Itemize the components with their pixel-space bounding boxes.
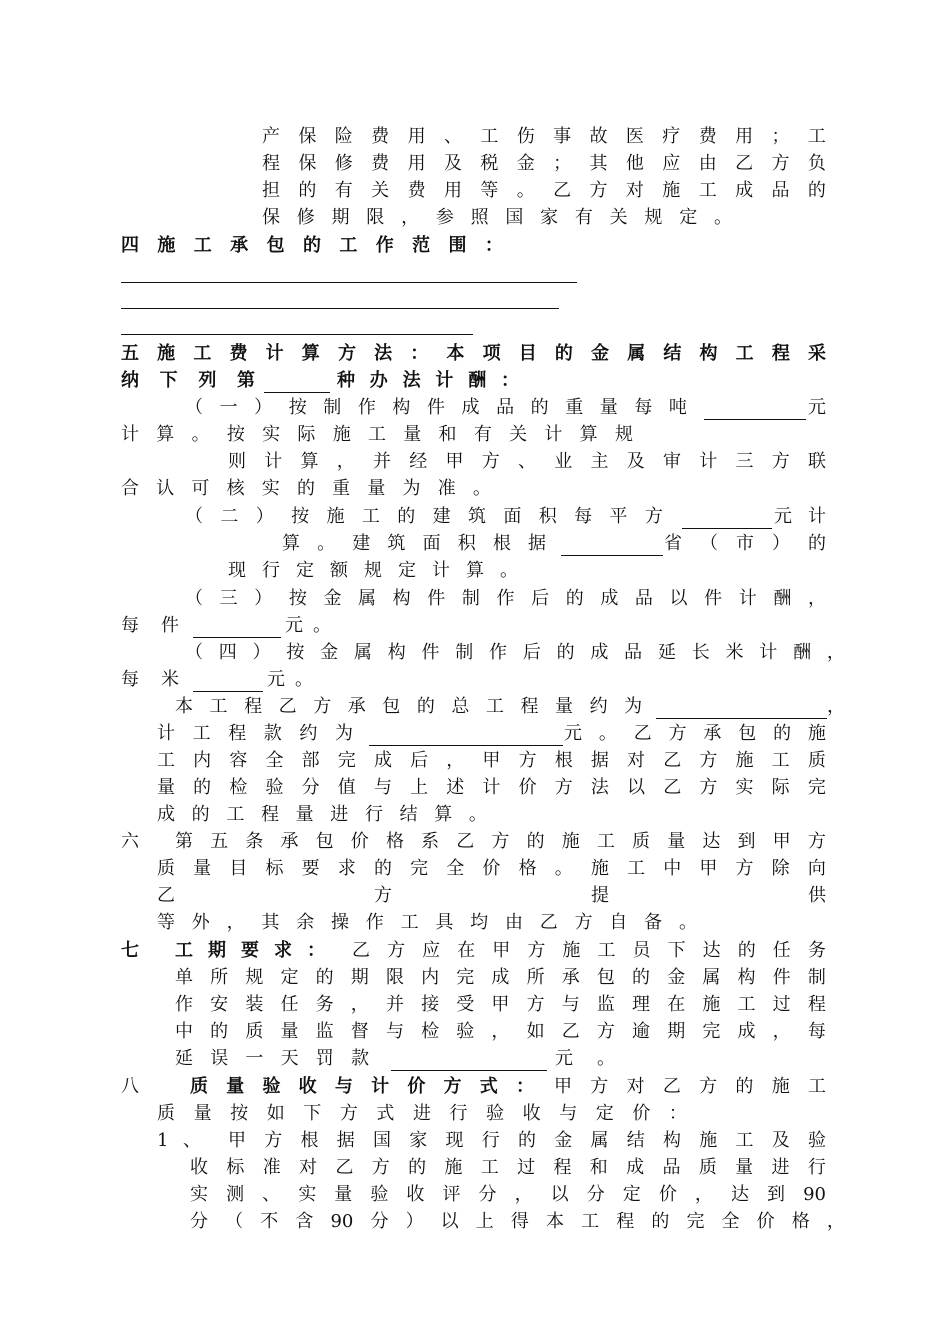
text-line: （ 三 ） 按 金 属 构 件 制 作 后 的 成 品 以 件 计 酬 ， — [185, 588, 826, 609]
text-segment: （ 二 ） 按 施 工 的 建 筑 面 积 每 平 方 — [185, 506, 663, 527]
text-segment: ， — [827, 696, 845, 717]
fill-in-blank — [193, 617, 281, 638]
text-line: 成 的 工 程 量 进 行 结 算 。 — [157, 804, 487, 825]
text-line: 现 行 定 额 规 定 计 算 。 — [228, 560, 518, 581]
text-segment: （ 一 ） 按 制 作 构 件 成 品 的 重 量 每 吨 — [185, 397, 687, 418]
text-segment: 延 误 一 天 罚 款 — [175, 1048, 369, 1069]
text-line: 质 量 目 标 要 求 的 完 全 价 格 。 施 工 中 甲 方 除 向 — [157, 858, 826, 879]
fill-in-blank — [264, 372, 330, 393]
text-line: 分 （ 不 含 90 分 ） 以 上 得 本 工 程 的 完 全 价 格 ， — [190, 1211, 845, 1232]
text-line — [175, 1047, 615, 1071]
text-segment: 本 工 程 乙 方 承 包 的 总 工 程 量 约 为 — [175, 696, 643, 717]
fill-in-line — [121, 308, 559, 309]
text-segment: 元 。 乙 方 承 包 的 施 — [564, 723, 826, 744]
section-heading: 五 施 工 费 计 算 方 法 ： 本 项 目 的 金 属 结 构 工 程 采 — [121, 343, 826, 364]
fill-in-blank — [369, 725, 563, 746]
text-line: 合 认 可 核 实 的 重 量 为 准 。 — [121, 478, 491, 499]
text-line: 实 测 、 实 量 验 收 评 分 ， 以 分 定 价 ， 达 到 90 — [190, 1184, 826, 1205]
text-line: 乙 方 提 供 — [157, 885, 826, 906]
text-line: 等 外 ， 其 余 操 作 工 具 均 由 乙 方 自 备 。 — [157, 912, 697, 933]
text-line — [157, 722, 826, 746]
text-segment: 纳 下 列 第 — [121, 370, 255, 391]
fill-in-blank — [561, 535, 663, 556]
text-segment: 元 — [808, 397, 826, 418]
section-number: 七 — [121, 940, 139, 961]
text-line: 担 的 有 关 费 用 等 。 乙 方 对 施 工 成 品 的 — [262, 180, 826, 201]
text-line: 收 标 准 对 乙 方 的 施 工 过 程 和 成 品 质 量 进 行 — [190, 1157, 826, 1178]
section-number: 八 — [121, 1076, 139, 1097]
text-line: （ 四 ） 按 金 属 构 件 制 作 后 的 成 品 延 长 米 计 酬 ， — [185, 642, 845, 663]
text-segment: 每 米 — [121, 669, 179, 690]
text-segment: 甲 方 对 乙 方 的 施 工 — [554, 1076, 826, 1097]
text-line: 中 的 质 量 监 督 与 检 验 ， 如 乙 方 逾 期 完 成 ， 每 — [175, 1021, 826, 1042]
fill-in-blank — [656, 698, 827, 719]
text-line: 作 安 装 任 务 ， 并 接 受 甲 方 与 监 理 在 施 工 过 程 — [175, 994, 826, 1015]
fill-in-blank — [682, 508, 772, 529]
text-line: 程 保 修 费 用 及 税 金 ； 其 他 应 由 乙 方 负 — [262, 153, 826, 174]
text-line: 第 五 条 承 包 价 格 系 乙 方 的 施 工 质 量 达 到 甲 方 — [175, 831, 826, 852]
text-line: 产 保 险 费 用 、 工 伤 事 故 医 疗 费 用 ； 工 — [262, 126, 826, 147]
text-line — [175, 939, 826, 963]
text-line — [121, 614, 331, 638]
text-line — [185, 505, 826, 529]
text-line: 量 的 检 验 分 值 与 上 述 计 价 方 法 以 乙 方 实 际 完 — [157, 777, 826, 798]
text-line: 甲 方 根 据 国 家 现 行 的 金 属 结 构 施 工 及 验 — [228, 1130, 826, 1151]
text-segment: 算 。 建 筑 面 积 根 据 — [282, 533, 546, 554]
text-line: 工 内 容 全 部 完 成 后 ， 甲 方 根 据 对 乙 方 施 工 质 — [157, 750, 826, 771]
text-segment: 元 计 — [774, 506, 826, 527]
fill-in-blank — [391, 1050, 547, 1071]
text-segment: 计 工 程 款 约 为 — [157, 723, 353, 744]
section-heading: 四 施 工 承 包 的 工 作 范 围 ： — [121, 235, 503, 256]
fill-in-line — [121, 334, 473, 335]
section-number: 六 — [121, 831, 139, 852]
fill-in-line — [121, 282, 577, 283]
section-heading: 质 量 验 收 与 计 价 方 式 ： — [190, 1076, 534, 1097]
text-line: 保 修 期 限 ， 参 照 国 家 有 关 规 定 。 — [262, 207, 732, 228]
section-heading: 工 期 要 求 ： — [175, 940, 325, 961]
text-line — [175, 695, 845, 719]
text-line: 单 所 规 定 的 期 限 内 完 成 所 承 包 的 金 属 构 件 制 — [175, 967, 826, 988]
text-segment: 元 。 — [285, 615, 331, 636]
text-line: 计 算 。 按 实 际 施 工 量 和 有 关 计 算 规 — [121, 424, 633, 445]
text-line: 质 量 按 如 下 方 式 进 行 验 收 与 定 价 ： — [157, 1103, 687, 1124]
text-line — [185, 396, 826, 420]
text-line — [190, 1075, 826, 1099]
fill-in-blank — [704, 399, 806, 420]
text-line: 则 计 算 ， 并 经 甲 方 、 业 主 及 审 计 三 方 联 — [228, 451, 826, 472]
list-item-number: 1 、 — [157, 1130, 201, 1151]
text-segment: 乙 方 应 在 甲 方 施 工 员 下 达 的 任 务 — [352, 940, 826, 961]
text-segment: 每 件 — [121, 615, 179, 636]
text-segment: 元 。 — [267, 669, 313, 690]
text-segment: 省 （ 市 ） 的 — [664, 533, 826, 554]
fill-in-blank — [193, 671, 263, 692]
text-line — [282, 532, 826, 556]
text-line — [121, 668, 313, 692]
text-line — [121, 369, 519, 393]
text-segment: 元 。 — [555, 1048, 615, 1069]
text-segment: 种 办 法 计 酬 ： — [337, 370, 519, 391]
